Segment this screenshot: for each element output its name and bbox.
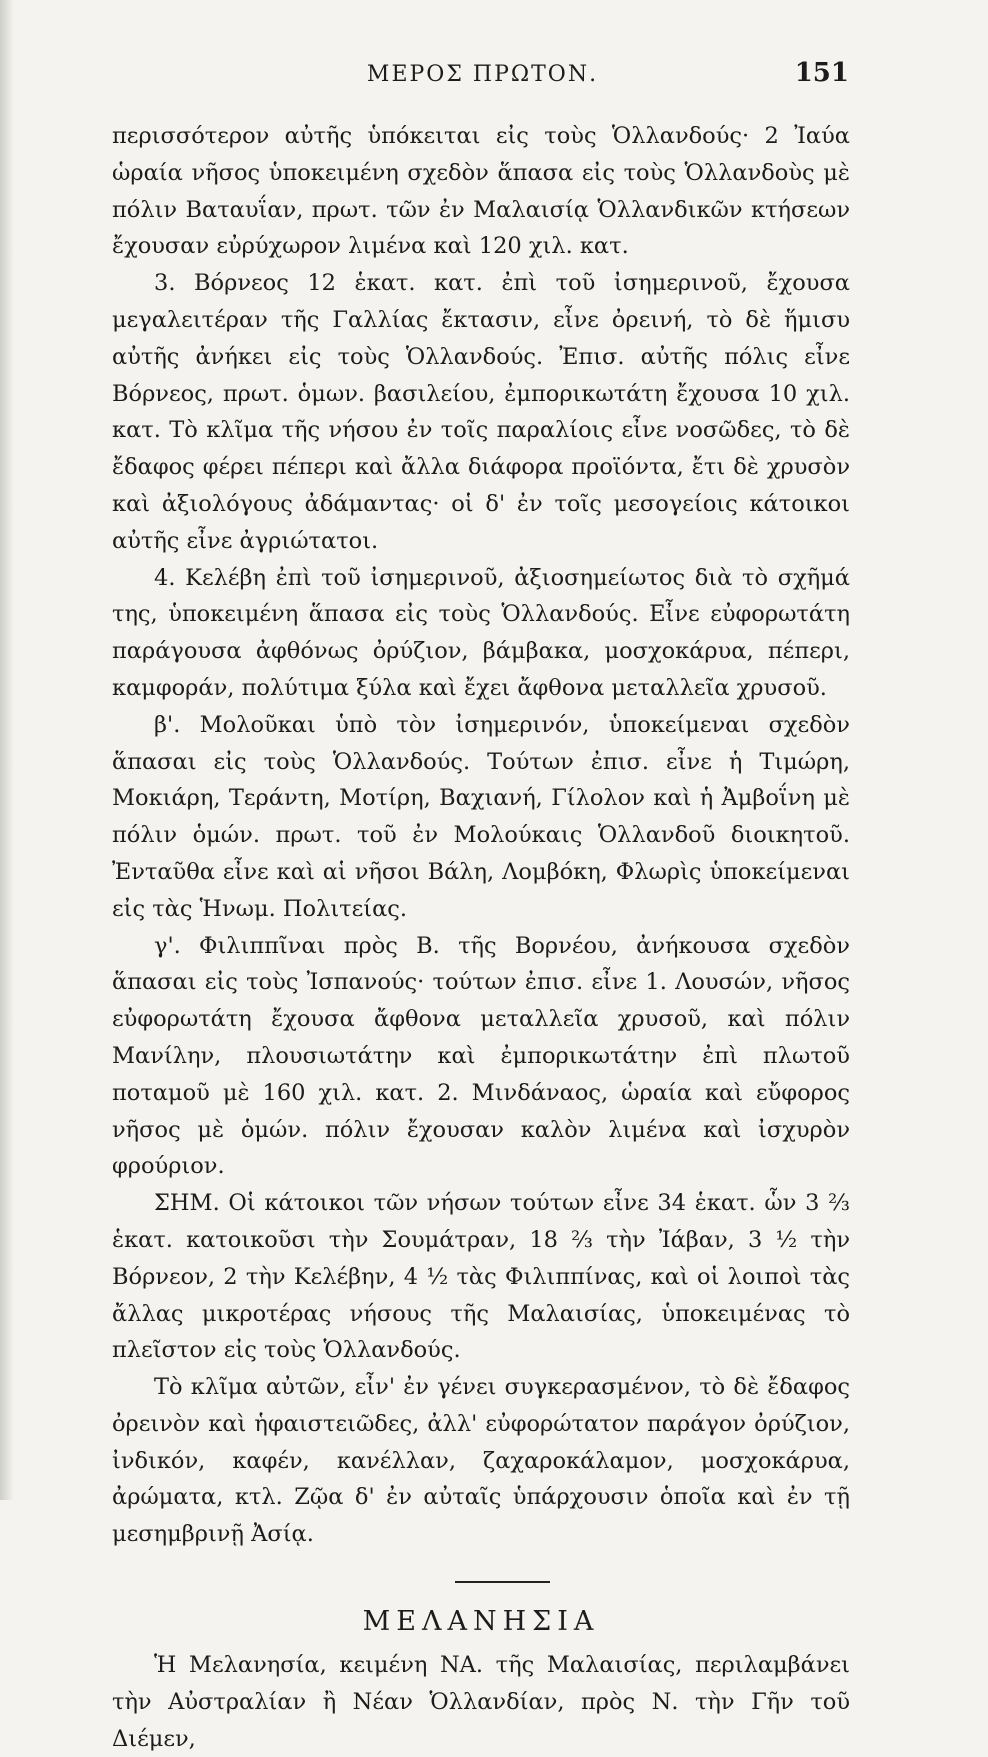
paragraph-borneo: 3. Βόρνεος 12 ἑκατ. κατ. ἐπὶ τοῦ ἰσημερινοῦ, ἔχουσα μεγαλειτέραν τῆς Γαλλίας ἔκτασιν, εἶνε ὀρεινή, τὸ δὲ ἥμισυ αὐτῆς ἀνήκει εἰς τοὺς Ὁλλανδούς. Ἐπισ. αὐτῆς πόλις εἶνε Βόρνεος, πρωτ. ὁμων. βασιλείου, ἐμπορικωτάτη ἔχουσα 10 χιλ. κατ. Τὸ κλῖμα τῆς νήσου ἐν τοῖς παραλίοις εἶνε νοσῶδες, τὸ δὲ ἔδαφος φέρει πέπερι καὶ ἄλλα διάφορα προϊόντα, ἔτι δὲ χρυσὸν καὶ ἀξιολόγους ἀδάμαντας· οἱ δ' ἐν τοῖς μεσογείοις κάτοικοι αὐτῆς εἶνε ἀγριώτατοι. <box>112 270 850 554</box>
section-intro: Ἡ Μελανησία, κειμένη ΝΑ. τῆς Μαλαισίας, περιλαμβάνει τὴν Αὐστραλίαν ἢ Νέαν Ὁλλανδίαν, πρὸς Ν. τὴν Γῆν τοῦ Διέμεν, <box>112 1652 850 1752</box>
paragraph-java: περισσότερον αὐτῆς ὑπόκειται εἰς τοὺς Ὁλλανδούς· 2 Ἰαύα ὡραία νῆσος ὑποκειμένη σχεδὸν ἅπασα εἰς τοὺς Ὁλλανδοὺς μὲ πόλιν Βαταυΐαν, πρωτ. τῶν ἐν Μαλαισίᾳ Ὁλλανδικῶν κτήσεων ἔχουσαν εὐρύχωρον λιμένα καὶ 120 χιλ. κατ. <box>112 123 850 260</box>
paragraph-moluccas: β'. Μολοῦκαι ὑπὸ τὸν ἰσημερινόν, ὑποκείμεναι σχεδὸν ἅπασαι εἰς τοὺς Ὁλλανδούς. Τούτων ἐπισ. εἶνε ἡ Τιμώρη, Μοκιάρη, Τεράντη, Μοτίρη, Βαχιανή, Γίλολον καὶ ἡ Ἀμβοΐνη μὲ πόλιν ὁμών. πρωτ. τοῦ ἐν Μολούκαις Ὁλλανδοῦ διοικητοῦ. Ἐνταῦθα εἶνε καὶ αἱ νῆσοι Βάλη, Λομβόκη, Φλωρὶς ὑποκείμεναι εἰς τὰς Ἡνωμ. Πολιτείας. <box>112 711 850 922</box>
paragraph-philippines: γ'. Φιλιππῖναι πρὸς Β. τῆς Βορνέου, ἀνήκουσα σχεδὸν ἅπασαι εἰς τοὺς Ἰσπανούς· τούτων ἐπισ. εἶνε 1. Λουσών, νῆσος εὐφορωτάτη ἔχουσα ἄφθονα μεταλλεῖα χρυσοῦ, καὶ πόλιν Μανίλην, πλουσιωτάτην καὶ ἐμπορικωτάτην ἐπὶ πλωτοῦ ποταμοῦ μὲ 160 χιλ. κατ. 2. Μινδάναος, ὡραία καὶ εὔφορος νῆσος μὲ ὁμών. πόλιν ἔχουσαν καλὸν λιμένα καὶ ἰσχυρὸν φρούριον. <box>112 932 850 1180</box>
page-header <box>110 58 855 98</box>
section-title: ΜΕΛΑΝΗΣΙΑ <box>362 1606 600 1638</box>
page-number: 151 <box>794 58 849 88</box>
running-title: ΜΕΡΟΣ ΠΡΩΤΟΝ. <box>366 62 599 87</box>
body-text <box>112 118 850 1757</box>
page-edge-shadow <box>0 0 14 1500</box>
paragraph-note-population: ΣΗΜ. Οἱ κάτοικοι τῶν νήσων τούτων εἶνε 34 ἑκατ. ὧν 3 ⅔ ἑκατ. κατοικοῦσι τὴν Σουμάτραν, 18 ⅔ τὴν Ἰάβαν, 3 ½ τὴν Βόρνεον, 2 τὴν Κελέβην, 4 ½ τὰς Φιλιππίνας, καὶ οἱ λοιποὶ τὰς ἄλλας μικροτέρας νήσους τῆς Μαλαισίας, ὑποκειμένας τὸ πλεῖστον εἰς τοὺς Ὁλλανδούς. <box>112 1190 850 1364</box>
paragraph-climate: Τὸ κλῖμα αὐτῶν, εἶν' ἐν γένει συγκερασμένον, τὸ δὲ ἔδαφος ὀρεινὸν καὶ ἡφαιστειῶδες, ἀλλ' εὐφορώτατον παράγον ὀρύζιον, ἰνδικόν, καφέν, κανέλλαν, ζαχαροκάλαμον, μοσχοκάρυα, ἀρώματα, κτλ. Ζῷα δ' ἐν αὐταῖς ὑπάρχουσιν ὁποῖα καὶ ἐν τῇ μεσημβρινῇ Ἀσίᾳ. <box>112 1374 850 1548</box>
paragraph-celebes: 4. Κελέβη ἐπὶ τοῦ ἰσημερινοῦ, ἀξιοσημείωτος διὰ τὸ σχῆμά της, ὑποκειμένη ἅπασα εἰς τοὺς Ὁλλανδούς. Εἶνε εὐφορωτάτη παράγουσα ἀφθόνως ὀρύζιον, βάμβακα, μοσχοκάρυα, πέπερι, καμφοράν, πολύτιμα ξύλα καὶ ἔχει ἄφθονα μεταλλεῖα χρυσοῦ. <box>112 564 850 701</box>
